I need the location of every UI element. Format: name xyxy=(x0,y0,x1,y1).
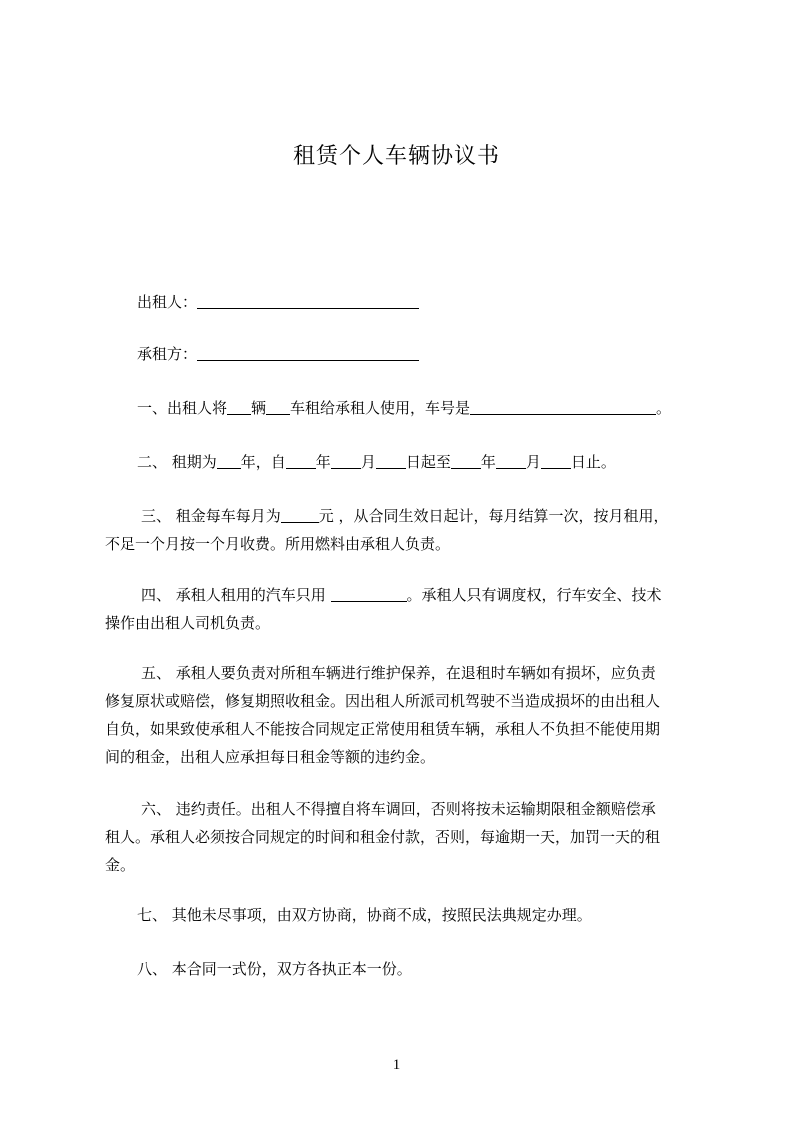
blank xyxy=(266,398,290,415)
clause-2-text: 月 xyxy=(360,453,376,471)
clause-2-text: 二、 租期为 xyxy=(137,453,217,471)
lessor-label: 出租人： xyxy=(137,293,198,311)
clause-6 xyxy=(105,799,660,883)
clause-3 xyxy=(105,506,669,562)
clause-1-text: 辆 xyxy=(251,399,267,417)
blank xyxy=(451,452,481,469)
clause-3-text: 不足一个月按一个月收费。所用燃料由承租人负责。 xyxy=(105,535,451,553)
blank xyxy=(470,398,656,415)
clause-2-text: 年 xyxy=(480,453,496,471)
clause-6-text: 租人。承租人必须按合同规定的时间和租金付款，否则，每逾期一天，加罚一天的租 xyxy=(105,828,661,846)
lessee-blank xyxy=(197,344,419,361)
blank xyxy=(541,452,571,469)
clause-5-text: 间的租金，出租人应承担每日租金等额的违约金。 xyxy=(105,748,436,766)
clause-2-text: 日起至 xyxy=(405,453,451,471)
clause-8: 八、 本合同一式份，双方各执正本一份。 xyxy=(137,960,412,978)
clause-5-text: 五、 承租人要负责对所租车辆进行维护保养，在退租时车辆如有损坏，应负责 xyxy=(141,664,656,682)
clause-4 xyxy=(105,585,662,641)
clause-5 xyxy=(105,663,660,775)
clause-1-text: 。 xyxy=(656,399,672,417)
clause-2-text: 月 xyxy=(525,453,541,471)
blank xyxy=(496,452,526,469)
clause-5-text: 自负，如果致使承租人不能按合同规定正常使用租赁车辆，承租人不负担不能使用期 xyxy=(105,720,661,738)
clause-7: 七、 其他未尽事项，由双方协商，协商不成，按照民法典规定办理。 xyxy=(137,906,592,924)
clause-1 xyxy=(137,398,671,418)
lessor-line xyxy=(137,292,419,312)
clause-4-text: 四、 承租人租用的汽车只用 xyxy=(141,586,331,604)
clause-5-text: 修复原状或赔偿，修复期照收租金。因出租人所派司机驾驶不当造成损坏的由出租人 xyxy=(105,692,661,710)
clause-2-text: 年，自 xyxy=(240,453,286,471)
document-title: 租赁个人车辆协议书 xyxy=(292,144,500,169)
page-number: 1 xyxy=(392,1057,401,1073)
clause-6-text: 金。 xyxy=(105,856,136,874)
clause-4-text: 。承租人只有调度权，行车安全、技术 xyxy=(406,586,662,604)
lessor-blank xyxy=(197,292,419,309)
clause-2-text: 日止。 xyxy=(570,453,616,471)
clause-1-text: 一、出租人将 xyxy=(137,399,228,417)
clause-3-text: 元 ，从合同生效日起计，每月结算一次，按月租用， xyxy=(318,507,669,525)
blank xyxy=(331,585,407,602)
lessee-label: 承租方： xyxy=(137,345,198,363)
clause-6-text: 六、 违约责任。出租人不得擅自将车调回，否则将按未运输期限租金额赔偿承 xyxy=(141,800,656,818)
blank xyxy=(331,452,361,469)
blank xyxy=(281,506,319,523)
lessee-line xyxy=(137,344,419,364)
clause-2 xyxy=(137,452,616,472)
clause-4-text: 操作由出租人司机负责。 xyxy=(105,614,271,632)
blank xyxy=(376,452,406,469)
blank xyxy=(286,452,316,469)
clause-3-text: 三、 租金每车每月为 xyxy=(141,507,281,525)
blank xyxy=(217,452,241,469)
blank xyxy=(227,398,251,415)
clause-1-text: 车租给承租人使用，车号是 xyxy=(290,399,471,417)
clause-2-text: 年 xyxy=(315,453,331,471)
